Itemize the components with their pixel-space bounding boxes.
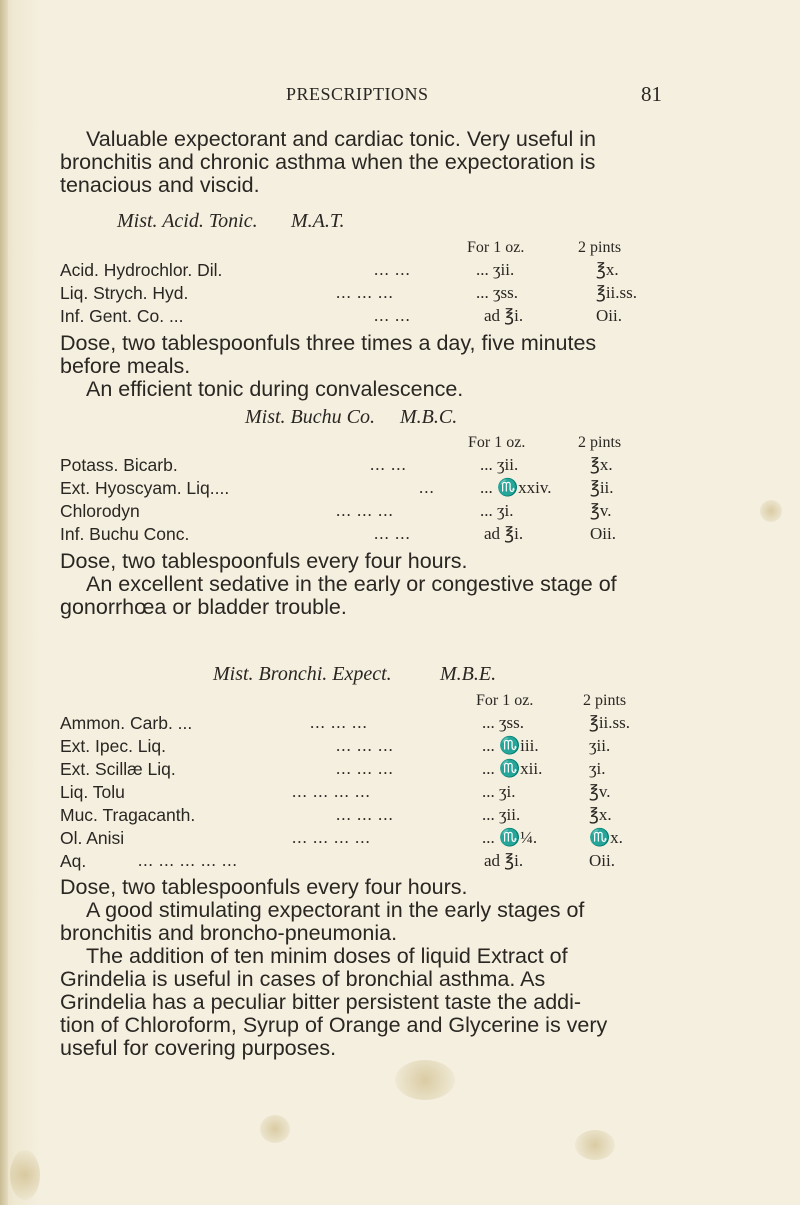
ingredient-row <box>0 828 800 850</box>
text-line: gonorrhœa or bladder trouble. <box>60 595 347 619</box>
text-line: Dose, two tablespoonfuls every four hours. <box>60 875 468 899</box>
text-line: tenacious and viscid. <box>60 173 260 197</box>
leader-dots: ... ... <box>374 524 411 543</box>
qty-1oz: ... ʒii. <box>482 805 521 824</box>
text-line: bronchitis and chronic asthma when the expectoration is <box>60 150 596 174</box>
qty-1oz: ... ʒi. <box>482 782 516 801</box>
qty-2pints: Oii. <box>590 524 616 543</box>
ingredient-row <box>0 455 800 477</box>
text-line: Grindelia has a peculiar bitter persistent taste the addi- <box>60 990 582 1014</box>
leader-dots: ... ... ... <box>336 759 394 778</box>
ingredient-row <box>0 713 800 735</box>
rx1-col-2pints: 2 pints <box>578 239 622 256</box>
qty-1oz: ad ℥i. <box>484 851 524 870</box>
rx2-title: Mist. Buchu Co. <box>245 406 375 428</box>
intro-paragraph <box>60 128 750 197</box>
rx3-abbr: M.B.E. <box>440 663 497 685</box>
foxing-stain <box>760 500 782 522</box>
leader-dots: ... ... ... <box>336 805 394 824</box>
text-line: An efficient tonic during convalescence. <box>86 377 464 401</box>
rx3-col-1oz: For 1 oz. <box>476 692 534 709</box>
ingredient-name: Ext. Hyoscyam. Liq.... <box>60 478 230 498</box>
rx2-abbr: M.B.C. <box>400 406 458 428</box>
ingredient-name: Liq. Strych. Hyd. <box>60 283 189 303</box>
qty-1oz: ... ʒii. <box>476 260 515 279</box>
leader-dots: ... ... ... ... ... <box>138 851 238 870</box>
ingredient-row <box>0 759 800 781</box>
text-line: before meals. <box>60 354 191 378</box>
qty-2pints: Oii. <box>596 306 622 325</box>
rx1-title: Mist. Acid. Tonic. <box>117 210 258 232</box>
qty-1oz: ad ℥i. <box>484 306 524 325</box>
leader-dots: ... ... ... <box>336 501 394 520</box>
foxing-stain <box>260 1115 290 1143</box>
leader-dots: ... <box>419 478 435 497</box>
running-title: PRESCRIPTIONS <box>286 84 429 104</box>
rx3-title: Mist. Bronchi. Expect. <box>213 663 392 685</box>
ingredient-name: Ext. Scillæ Liq. <box>60 759 176 779</box>
qty-1oz: ... ʒss. <box>476 283 519 302</box>
qty-2pints: ℥x. <box>590 455 613 474</box>
foxing-stain <box>575 1130 615 1160</box>
text-line: An excellent sedative in the early or congestive stage of <box>86 572 617 596</box>
qty-2pints: ℥x. <box>589 805 612 824</box>
ingredient-name: Ol. Anisi <box>60 828 125 848</box>
ingredient-name: Ammon. Carb. ... <box>60 713 193 733</box>
text-line: bronchitis and broncho-pneumonia. <box>60 921 398 945</box>
text-line: Dose, two tablespoonfuls three times a day, five minutes <box>60 331 597 355</box>
text-line: Dose, two tablespoonfuls every four hours. <box>60 549 468 573</box>
foxing-stain <box>395 1060 455 1100</box>
text-line: Grindelia is useful in cases of bronchial asthma. As <box>60 967 546 991</box>
ingredient-name: Inf. Gent. Co. ... <box>60 306 184 326</box>
rx1-title-block <box>117 210 345 233</box>
rx1-dose <box>60 332 750 401</box>
ingredient-row <box>0 306 800 328</box>
rx2-col-2pints: 2 pints <box>578 434 622 451</box>
text-line: tion of Chloroform, Syrup of Orange and Glycerine is very <box>60 1013 608 1037</box>
page-spine-edge <box>0 0 8 1205</box>
leader-dots: ... ... <box>374 260 411 279</box>
qty-1oz: ... ʒss. <box>482 713 525 732</box>
page-header <box>0 78 800 108</box>
qty-1oz: ... ♏iii. <box>482 736 539 755</box>
qty-1oz: ... ♏¼. <box>482 828 538 847</box>
text-line: Valuable expectorant and cardiac tonic. Very useful in <box>86 127 596 151</box>
rx1-abbr: M.A.T. <box>291 210 345 232</box>
ingredient-row <box>0 782 800 804</box>
qty-2pints: ℥ii.ss. <box>589 713 630 732</box>
foxing-stain <box>10 1150 40 1200</box>
text-line: A good stimulating expectorant in the early stages of <box>86 898 585 922</box>
qty-1oz: ... ʒii. <box>480 455 519 474</box>
qty-1oz: ... ♏xxiv. <box>480 478 552 497</box>
ingredient-row <box>0 260 800 282</box>
qty-2pints: ℥v. <box>589 782 611 801</box>
ingredient-row <box>0 478 800 500</box>
ingredient-row <box>0 851 800 873</box>
ingredient-name: Muc. Tragacanth. <box>60 805 196 825</box>
qty-2pints: ʒii. <box>589 736 611 755</box>
ingredient-name: Ext. Ipec. Liq. <box>60 736 167 756</box>
qty-1oz: ... ♏xii. <box>482 759 543 778</box>
leader-dots: ... ... ... ... <box>292 828 371 847</box>
leader-dots: ... ... ... ... <box>292 782 371 801</box>
qty-2pints: ℥ii.ss. <box>596 283 637 302</box>
leader-dots: ... ... <box>374 306 411 325</box>
rx2-title-block <box>245 406 458 429</box>
qty-2pints: ℥ii. <box>590 478 614 497</box>
rx3-col-2pints: 2 pints <box>583 692 627 709</box>
qty-2pints: ℥x. <box>596 260 619 279</box>
qty-2pints: ʒi. <box>589 759 606 778</box>
text-line: useful for covering purposes. <box>60 1036 337 1060</box>
leader-dots: ... ... ... <box>336 736 394 755</box>
ingredient-row <box>0 805 800 827</box>
ingredient-name: Aq. <box>60 851 87 871</box>
qty-2pints: Oii. <box>589 851 615 870</box>
rx3-dose <box>60 876 750 1060</box>
qty-1oz: ad ℥i. <box>484 524 524 543</box>
ingredient-row <box>0 524 800 546</box>
rx3-title-block <box>213 663 497 686</box>
leader-dots: ... ... ... <box>310 713 368 732</box>
qty-2pints: ♏x. <box>589 828 623 847</box>
leader-dots: ... ... <box>370 455 407 474</box>
ingredient-name: Potass. Bicarb. <box>60 455 178 475</box>
qty-2pints: ℥v. <box>590 501 612 520</box>
ingredient-name: Chlorodyn <box>60 501 140 521</box>
qty-1oz: ... ʒi. <box>480 501 514 520</box>
leader-dots: ... ... ... <box>336 283 394 302</box>
ingredient-row <box>0 283 800 305</box>
ingredient-row <box>0 736 800 758</box>
rx2-dose <box>60 550 750 619</box>
rx2-col-1oz: For 1 oz. <box>468 434 526 451</box>
ingredient-row <box>0 501 800 523</box>
rx1-col-1oz: For 1 oz. <box>467 239 525 256</box>
ingredient-name: Liq. Tolu <box>60 782 125 802</box>
page-number: 81 <box>641 82 662 106</box>
ingredient-name: Acid. Hydrochlor. Dil. <box>60 260 223 280</box>
text-line: The addition of ten minim doses of liquid Extract of <box>86 944 568 968</box>
ingredient-name: Inf. Buchu Conc. <box>60 524 190 544</box>
